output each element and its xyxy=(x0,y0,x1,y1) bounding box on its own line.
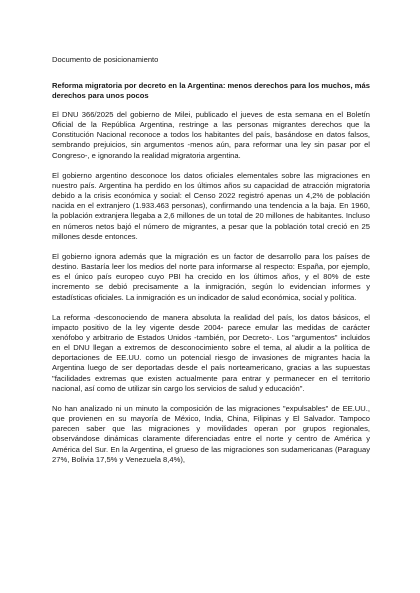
paragraph-3: El gobierno ignora además que la migración es un factor de desarrollo para los países de destino. Bastaría leer los medios del norte para informarse al respecto: España, por ejemplo, es el único país europeo cuyo PBI ha crecido en los últimos años, y el 80% de este incremento se debió precisamente a la inmigración, según lo evidencian informes y estadísticas oficiales. La inmigración es un indicador de salud económica, social y política. xyxy=(52,251,370,302)
document-type-label: Documento de posicionamiento xyxy=(52,55,159,64)
paragraph-5: No han analizado ni un minuto la composición de las migraciones "expulsables" de EE.UU., que provienen en su mayoría de México, India, China, Filipinas y El Salvador. Tampoco parecen saber que las migraciones y movilidades operan por grupos regionales, observándose dinámicas claramente diferenciadas entre el norte y centro de América y América del Sur. En la Argentina, el grueso de las migraciones son sudamericanas (Paraguay 27%, Bolivia 17,5% y Venezuela 8,4%), xyxy=(52,403,370,464)
document-page xyxy=(52,55,370,475)
paragraph-1: El DNU 366/2025 del gobierno de Milei, publicado el jueves de esta semana en el Boletín Oficial de la República Argentina, restringe a las personas migrantes derechos que la Constitución Nacional reconoce a todos los habitantes del país, basándose en datos falsos, sembrando prejuicios, sin argumentos -menos aún, para reformar una ley sin pasar por el Congreso-, e ignorando la realidad migratoria argentina. xyxy=(52,110,370,160)
paragraph-2: El gobierno argentino desconoce los datos oficiales elementales sobre las migraciones en nuestro país. Argentina ha perdido en los últimos años su capacidad de atracción migratoria debido a la crisis económica y social: el Censo 2022 registró apenas un 4,2% de población nacida en el extranjero (1.933.463 personas), confirmando una tendencia a la baja. En 1960, la población extranjera llegaba a 2,6 millones de un total de 20 millones de habitantes. Incluso en números netos bajó el número de migrantes, a pesar que la población total creció en 25 millones desde entonces. xyxy=(52,170,370,241)
document-title: Reforma migratoria por decreto en la Argentina: menos derechos para los muchos, más derechos para unos pocos xyxy=(52,81,370,100)
paragraph-4: La reforma -desconociendo de manera absoluta la realidad del país, los datos básicos, el impacto positivo de la ley vigente desde 2004- parece emular las medidas de carácter xenófobo y arbitrario de Estados Unidos -también, por Decreto-. Los "argumentos" incluidos en el DNU llegan a extremos de desconocimiento sobre el tema, al aludir a la política de deportaciones de EE.UU. como un potencial riesgo de invasiones de migrantes hacia la Argentina luego de ser deportadas desde el país norteamericano, gracias a las supuestas "facilidades extremas que existen actualmente para entrar y permanecer en el territorio nacional, así como de utilizar sin cargo los servicios de salud y educación". xyxy=(52,312,370,393)
